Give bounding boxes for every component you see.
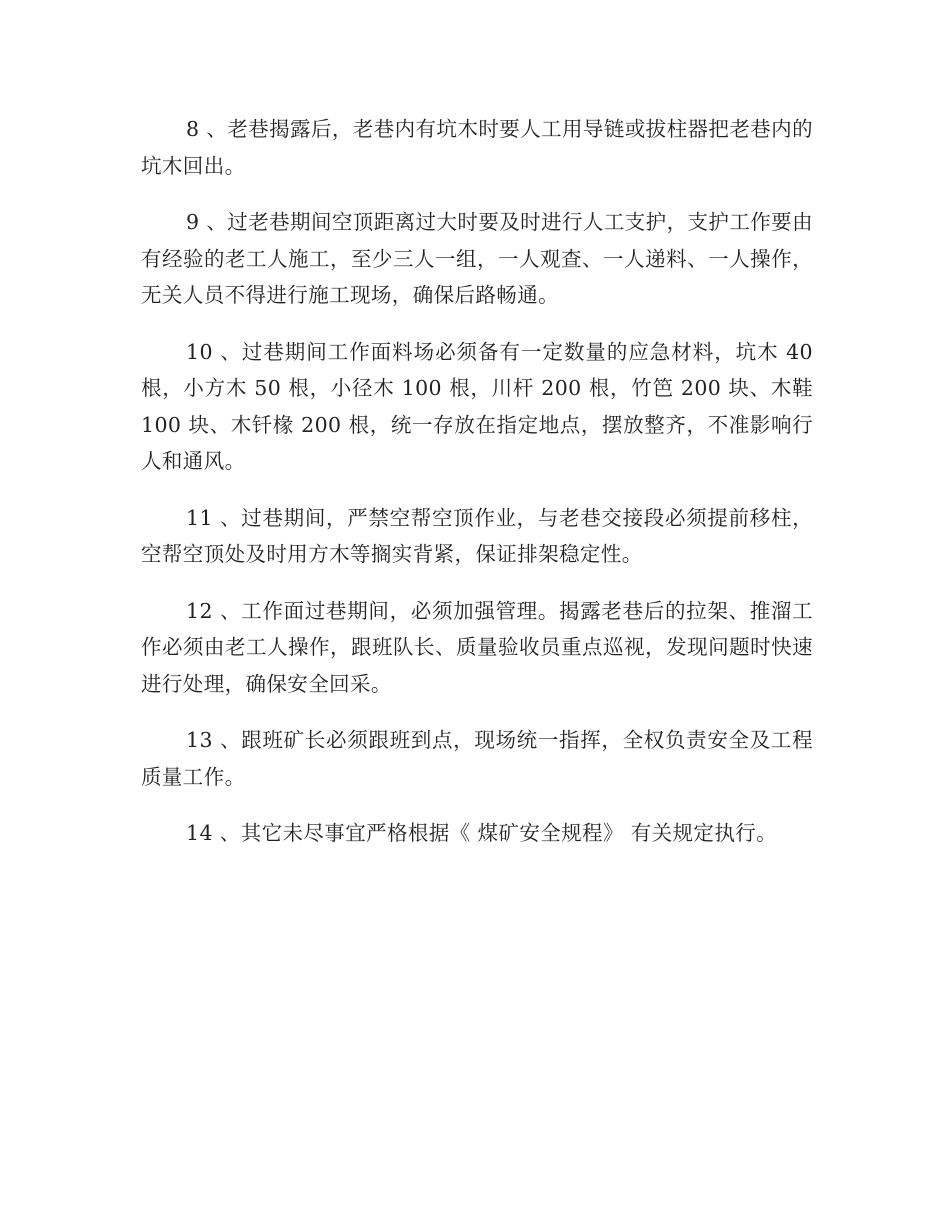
paragraph-item-12: 12 、工作面过巷期间，必须加强管理。揭露老巷后的拉架、推溜工作必须由老工人操作，跟班队长、质量验收员重点巡视，发现问题时快速进行处理，确保安全回采。: [141, 598, 813, 696]
paragraph-item-8: 8 、老巷揭露后，老巷内有坑木时要人工用导链或拔柱器把老巷内的坑木回出。: [141, 117, 813, 178]
document-body: [141, 111, 813, 872]
paragraph-item-11: 11 、过巷期间，严禁空帮空顶作业，与老巷交接段必须提前移柱，空帮空顶处及时用方木等搁实背紧，保证排架稳定性。: [141, 505, 813, 566]
paragraph-item-13: 13 、跟班矿长必须跟班到点，现场统一指挥，全权负责安全及工程质量工作。: [141, 728, 813, 789]
paragraph-item-9: 9 、过老巷期间空顶距离过大时要及时进行人工支护，支护工作要由有经验的老工人施工，至少三人一组，一人观查、一人递料、一人操作，无关人员不得进行施工现场，确保后路畅通。: [141, 210, 813, 307]
paragraph-item-10: 10 、过巷期间工作面料场必须备有一定数量的应急材料，坑木 40 根，小方木 50 根，小径木 100 根，川杆 200 根，竹笆 200 块、木鞋 100 块、木钎椽 200 根，统一存放在指定地点，摆放整齐，不准影响行人和通风。: [141, 339, 813, 473]
paragraph-item-14: 14 、其它未尽事宜严格根据《 煤矿安全规程》 有关规定执行。: [186, 821, 778, 845]
